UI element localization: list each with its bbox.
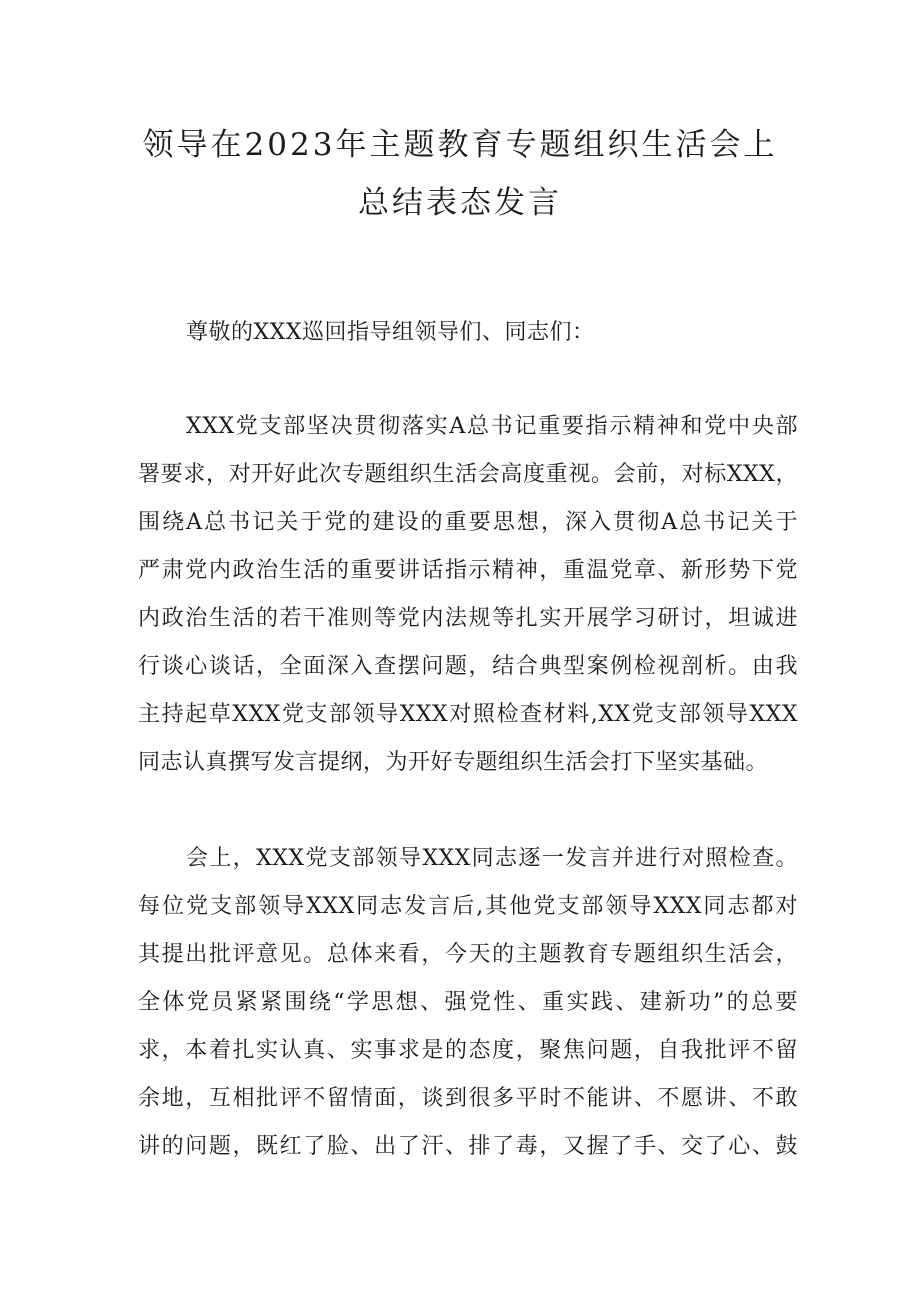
paragraph-line: 讲的问题，既红了脸、出了汗、排了毒，又握了手、交了心、鼓 (138, 1134, 798, 1159)
paragraph-line: 求，本着扎实认真、实事求是的态度，聚焦问题，自我批评不留 (138, 1038, 798, 1063)
document-title-line-1: 领导在2023年主题教育专题组织生活会上 (142, 127, 778, 163)
paragraph-line: 署要求，对开好此次专题组织生活会高度重视。会前，对标XXX， (138, 462, 798, 487)
paragraph-line: 主持起草XXX党支部领导XXX对照检查材料,XX党支部领导XXX (138, 702, 798, 727)
paragraph-line: 其提出批评意见。总体来看，今天的主题教育专题组织生活会， (138, 942, 798, 967)
paragraph-line: 内政治生活的若干准则等党内法规等扎实开展学习研讨，坦诚进 (138, 606, 798, 631)
paragraph-line: 行谈心谈话，全面深入查摆问题，结合典型案例检视剖析。由我 (138, 654, 798, 679)
paragraph-line: XXX党支部坚决贯彻落实A总书记重要指示精神和党中央部 (186, 414, 798, 439)
salutation: 尊敬的XXX巡回指导组领导们、同志们： (186, 320, 595, 345)
paragraph-line: 会上，XXX党支部领导XXX同志逐一发言并进行对照检查。 (186, 846, 798, 871)
paragraph-line: 围绕A总书记关于党的建设的重要思想，深入贯彻A总书记关于 (138, 510, 798, 535)
paragraph-line: 严肃党内政治生活的重要讲话指示精神，重温党章、新形势下党 (138, 558, 798, 583)
paragraph-line: 全体党员紧紧围绕“学思想、强党性、重实践、建新功”的总要 (138, 990, 798, 1015)
document-title-line-2: 总结表态发言 (358, 185, 562, 221)
paragraph-line: 每位党支部领导XXX同志发言后,其他党支部领导XXX同志都对 (138, 894, 798, 919)
paragraph-line: 余地，互相批评不留情面，谈到很多平时不能讲、不愿讲、不敢 (138, 1086, 798, 1111)
paragraph-line: 同志认真撰写发言提纲，为开好专题组织生活会打下坚实基础。 (138, 750, 769, 775)
